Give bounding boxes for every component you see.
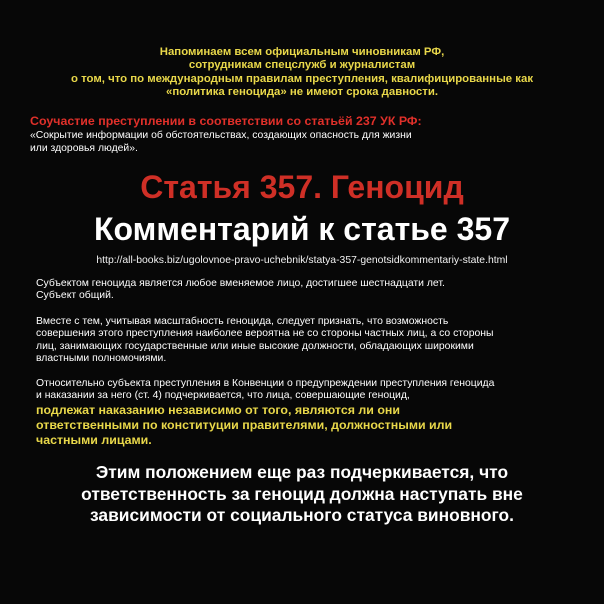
conclusion-block xyxy=(0,462,604,527)
paragraph-subject xyxy=(36,278,576,303)
paragraph-line: совершения этого преступления наиболее вероятна не со стороны частных лиц, а со стороны xyxy=(36,328,494,340)
notice-line: «политика геноцида» не имеют срока давности. xyxy=(165,86,438,99)
conclusion-line: ответственность за геноцид должна наступать вне xyxy=(81,483,523,504)
notice-block xyxy=(20,46,584,100)
highlight-line: ответственными по конституции правителями, должностными или xyxy=(36,417,453,432)
conclusion-line: Этим положением еще раз подчеркивается, что xyxy=(95,462,509,482)
paragraph-convention xyxy=(36,378,576,448)
comment-title: Комментарий к статье 357 xyxy=(94,211,510,247)
complicity-block xyxy=(30,114,590,155)
highlight-line: подлежат наказанию независимо от того, являются ли они xyxy=(36,402,400,417)
notice-line: Напоминаем всем официальным чиновникам РФ, xyxy=(159,46,445,58)
source-url: http://all-books.biz/ugolovnoe-pravo-uchebnik/statya-357-genotsidkommentariy-state.html xyxy=(96,255,508,266)
complicity-text xyxy=(30,130,590,155)
paragraph-line: Вместе с тем, учитывая масштабность геноцида, следует признать, что возможность xyxy=(36,316,449,327)
complicity-text-line: или здоровья людей». xyxy=(30,142,138,154)
paragraph-line: Относительно субъекта преступления в Конвенции о предупреждении преступления геноцида xyxy=(36,378,495,389)
article-title: Статья 357. Геноцид xyxy=(140,169,464,205)
paragraph-scale xyxy=(36,316,576,366)
highlight-line: частными лицами. xyxy=(36,432,152,447)
paragraph-line: лиц, занимающих государственные или иные высокие должности, обладающих широкими xyxy=(36,340,474,352)
notice-line: сотрудникам спецслужб и журналистам xyxy=(188,59,416,72)
paragraph-line: и наказании за него (ст. 4) подчеркивается, что лица, совершающие геноцид, xyxy=(36,390,410,402)
conclusion-line: зависимости от социального статуса виновного. xyxy=(89,505,515,526)
paragraph-line: Субъектом геноцида является любое вменяемое лицо, достигшее шестнадцати лет. xyxy=(36,278,445,289)
paragraph-line: Субъект общий. xyxy=(36,290,114,302)
paragraph-line: властными полномочиями. xyxy=(36,353,167,365)
complicity-title: Соучастие преступлении в соответствии со статьёй 237 УК РФ: xyxy=(30,114,422,128)
notice-line: о том, что по международным правилам преступления, квалифицированные как xyxy=(70,72,534,85)
complicity-text-line: «Сокрытие информации об обстоятельствах, создающих опасность для жизни xyxy=(30,130,412,141)
